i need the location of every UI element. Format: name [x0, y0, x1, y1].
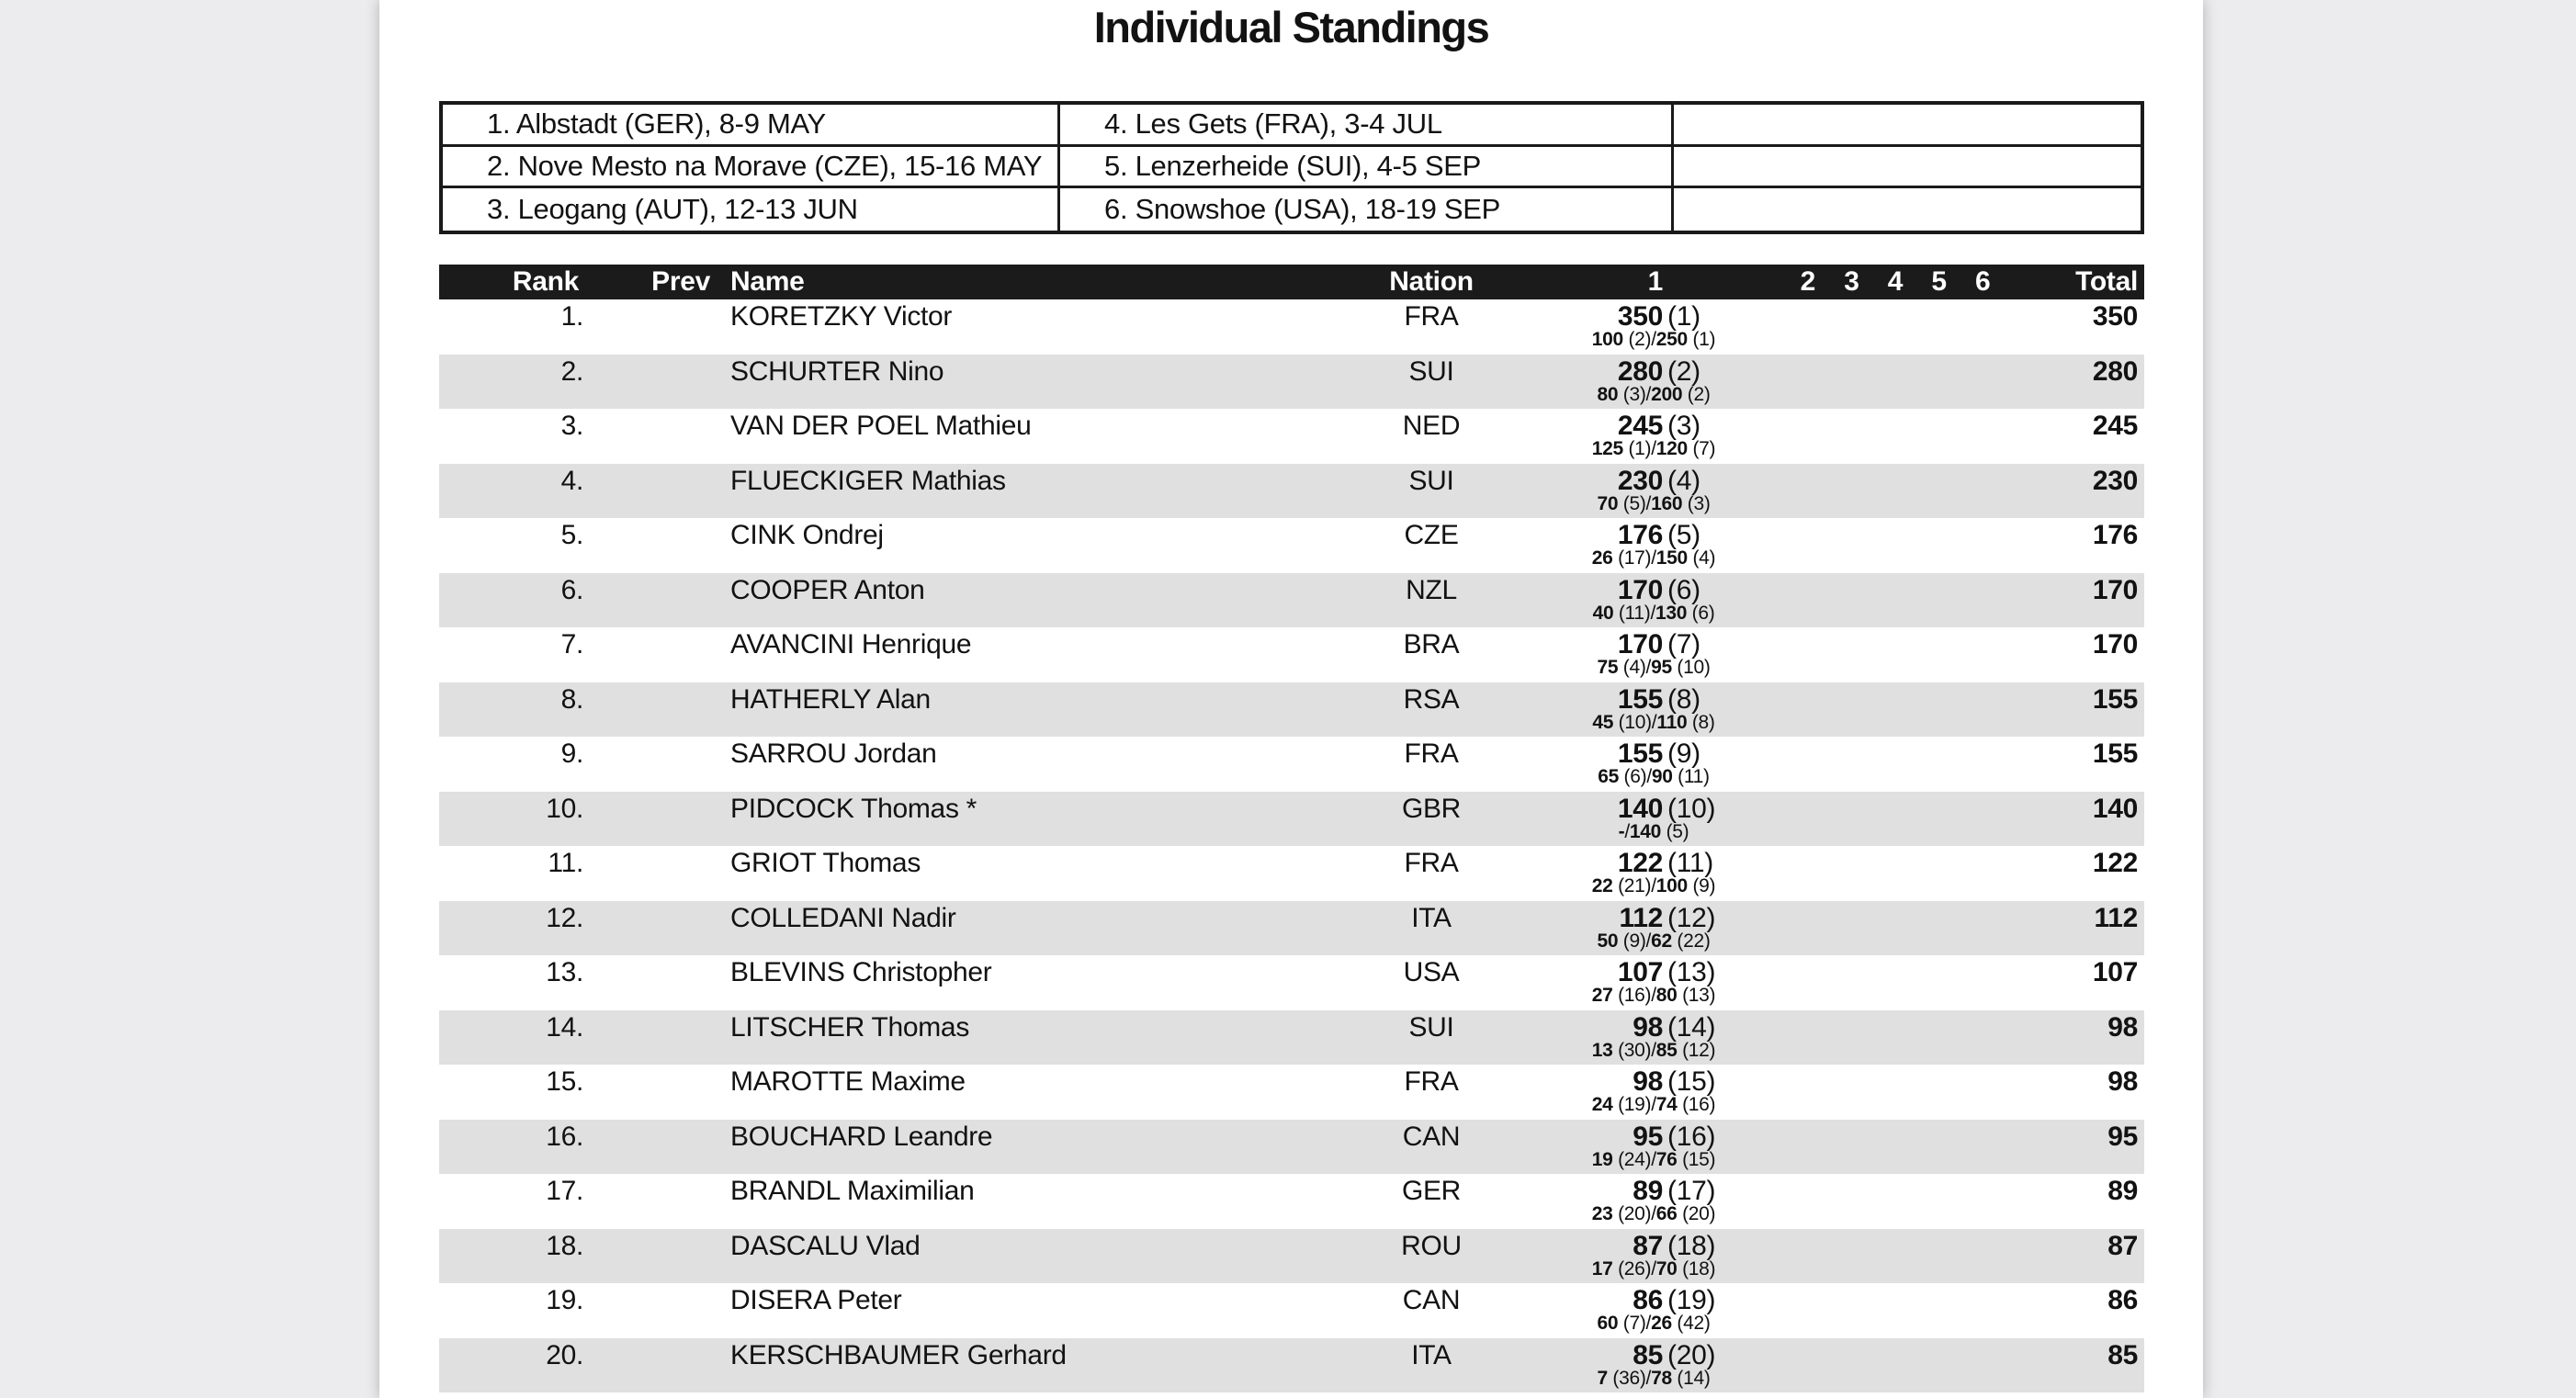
rider-name-cell: MAROTTE Maxime: [730, 1066, 966, 1097]
nation-cell: SUI: [1408, 465, 1454, 496]
nation-cell: FRA: [1404, 1066, 1459, 1097]
total-points-cell: 98: [2107, 1011, 2138, 1043]
rank-cell: 11.: [548, 848, 583, 878]
venue-cell: 1. Albstadt (GER), 8-9 MAY: [443, 105, 1060, 147]
rider-name-cell: GRIOT Thomas: [730, 848, 921, 878]
rank-cell: 6.: [560, 574, 583, 605]
rank-cell: 2.: [560, 355, 583, 387]
points-breakdown-cell: 24 (19)/74 (16): [1591, 1094, 1716, 1115]
total-points-cell: 140: [2092, 793, 2138, 824]
column-header-nation: Nation: [1389, 266, 1474, 297]
nation-cell: USA: [1403, 957, 1460, 987]
rider-name-cell: BRANDL Maximilian: [730, 1176, 975, 1206]
venue-table: [439, 101, 2144, 234]
nation-cell: CZE: [1404, 520, 1459, 550]
total-points-cell: 112: [2094, 902, 2138, 933]
points-breakdown-cell: -/140 (5): [1618, 820, 1689, 842]
column-header-round5: 5: [1931, 266, 1947, 297]
table-row: [439, 1120, 2144, 1175]
column-header-rank: Rank: [512, 266, 579, 297]
page-title: Individual Standings: [1093, 3, 1489, 51]
table-row: [439, 792, 2144, 847]
total-points-cell: 87: [2107, 1230, 2138, 1261]
rider-name-cell: CINK Ondrej: [730, 520, 884, 550]
round1-points-cell: 95 (16): [1633, 1121, 1716, 1152]
table-row: [439, 737, 2144, 792]
rider-name-cell: HATHERLY Alan: [730, 683, 931, 715]
nation-cell: FRA: [1404, 848, 1459, 878]
points-breakdown-cell: 27 (16)/80 (13): [1591, 985, 1716, 1006]
rank-cell: 12.: [546, 902, 583, 933]
round1-points-cell: 350 (1): [1617, 301, 1700, 332]
rank-cell: 17.: [546, 1176, 583, 1206]
rank-cell: 9.: [560, 738, 583, 769]
table-row: [439, 299, 2144, 355]
nation-cell: CAN: [1402, 1285, 1461, 1315]
venue-cell: 6. Snowshoe (USA), 18-19 SEP: [1060, 188, 1674, 231]
table-row: [439, 1338, 2144, 1393]
table-row: [439, 518, 2144, 573]
points-breakdown-cell: 7 (36)/78 (14): [1597, 1367, 1711, 1389]
round1-points-cell: 98 (14): [1633, 1011, 1716, 1043]
rider-name-cell: DASCALU Vlad: [730, 1230, 921, 1261]
points-breakdown-cell: 80 (3)/200 (2): [1597, 383, 1711, 405]
total-points-cell: 107: [2092, 957, 2138, 987]
points-breakdown-cell: 22 (21)/100 (9): [1591, 875, 1716, 896]
total-points-cell: 170: [2092, 574, 2138, 605]
round1-points-cell: 170 (7): [1617, 629, 1700, 660]
round1-points-cell: 280 (2): [1617, 355, 1700, 387]
round1-points-cell: 155 (8): [1617, 683, 1700, 715]
column-header-round4: 4: [1887, 266, 1904, 297]
rider-name-cell: BLEVINS Christopher: [730, 957, 992, 987]
points-breakdown-cell: 17 (26)/70 (18): [1591, 1257, 1716, 1280]
venue-cell-empty: [1674, 105, 2141, 147]
table-row: [439, 1065, 2144, 1120]
rider-name-cell: FLUECKIGER Mathias: [730, 465, 1006, 496]
round1-points-cell: 140 (10): [1617, 793, 1716, 824]
nation-cell: GER: [1401, 1176, 1462, 1206]
round1-points-cell: 230 (4): [1617, 465, 1700, 496]
total-points-cell: 155: [2092, 738, 2138, 769]
table-row: [439, 627, 2144, 682]
points-breakdown-cell: 100 (2)/250 (1): [1591, 329, 1716, 350]
table-row: [439, 1174, 2144, 1229]
column-header-prev: Prev: [651, 266, 710, 297]
rank-cell: 18.: [546, 1230, 583, 1261]
points-breakdown-cell: 50 (9)/62 (22): [1597, 930, 1711, 952]
round1-points-cell: 245 (3): [1617, 411, 1700, 441]
round1-points-cell: 176 (5): [1617, 520, 1700, 550]
rank-cell: 8.: [560, 683, 583, 715]
table-row: [439, 573, 2144, 628]
column-header-name: Name: [730, 266, 805, 297]
total-points-cell: 245: [2092, 411, 2138, 441]
column-header-round2: 2: [1800, 266, 1815, 297]
rank-cell: 3.: [560, 411, 583, 441]
rank-cell: 19.: [546, 1285, 583, 1315]
table-row: [439, 409, 2144, 464]
venue-cell: 2. Nove Mesto na Morave (CZE), 15-16 MAY: [443, 147, 1060, 189]
total-points-cell: 280: [2092, 355, 2138, 387]
venue-cell: 3. Leogang (AUT), 12-13 JUN: [443, 188, 1060, 231]
round1-points-cell: 112 (12): [1619, 902, 1716, 933]
column-header-round3: 3: [1844, 266, 1859, 297]
points-breakdown-cell: 23 (20)/66 (20): [1591, 1203, 1716, 1224]
total-points-cell: 350: [2092, 301, 2138, 332]
nation-cell: ROU: [1401, 1230, 1462, 1261]
rider-name-cell: SARROU Jordan: [730, 738, 937, 769]
rider-name-cell: DISERA Peter: [730, 1285, 902, 1315]
total-points-cell: 85: [2107, 1339, 2138, 1370]
document-page: [379, 0, 2203, 1398]
total-points-cell: 89: [2107, 1176, 2138, 1206]
column-header-round1: 1: [1647, 266, 1663, 297]
nation-cell: SUI: [1408, 1011, 1454, 1043]
column-header-total: Total: [2075, 266, 2138, 297]
total-points-cell: 95: [2107, 1121, 2138, 1152]
round1-points-cell: 107 (13): [1617, 957, 1716, 987]
nation-cell: GBR: [1401, 793, 1462, 824]
total-points-cell: 122: [2092, 848, 2138, 878]
rank-cell: 4.: [560, 465, 583, 496]
round1-points-cell: 89 (17): [1633, 1176, 1716, 1206]
round1-points-cell: 155 (9): [1617, 738, 1700, 769]
points-breakdown-cell: 19 (24)/76 (15): [1591, 1148, 1716, 1170]
rank-cell: 20.: [546, 1339, 583, 1370]
rank-cell: 14.: [546, 1011, 583, 1043]
rider-name-cell: AVANCINI Henrique: [730, 629, 972, 660]
round1-points-cell: 87 (18): [1633, 1230, 1716, 1261]
points-breakdown-cell: 13 (30)/85 (12): [1591, 1039, 1716, 1061]
total-points-cell: 86: [2107, 1285, 2138, 1315]
nation-cell: ITA: [1411, 902, 1452, 933]
points-breakdown-cell: 70 (5)/160 (3): [1597, 492, 1711, 514]
nation-cell: CAN: [1402, 1121, 1461, 1152]
round1-points-cell: 85 (20): [1633, 1339, 1716, 1370]
nation-cell: FRA: [1404, 738, 1459, 769]
nation-cell: NZL: [1406, 574, 1457, 605]
points-breakdown-cell: 125 (1)/120 (7): [1591, 438, 1716, 459]
table-row: [439, 955, 2144, 1010]
rank-cell: 7.: [560, 629, 583, 660]
rank-cell: 1.: [560, 301, 583, 332]
venue-cell-empty: [1674, 147, 2141, 189]
rank-cell: 16.: [546, 1121, 583, 1152]
table-row: [439, 355, 2144, 410]
rider-name-cell: PIDCOCK Thomas *: [730, 793, 977, 824]
points-breakdown-cell: 60 (7)/26 (42): [1597, 1313, 1711, 1334]
nation-cell: FRA: [1404, 301, 1459, 332]
total-points-cell: 176: [2092, 520, 2138, 550]
standings-header: [439, 265, 2144, 299]
rank-cell: 13.: [546, 957, 583, 987]
rider-name-cell: COOPER Anton: [730, 574, 925, 605]
venue-cell: 5. Lenzerheide (SUI), 4-5 SEP: [1060, 147, 1674, 189]
table-row: [439, 846, 2144, 901]
column-header-round6: 6: [1974, 266, 1991, 297]
venue-cell-empty: [1674, 188, 2141, 231]
round1-points-cell: 170 (6): [1617, 574, 1700, 605]
nation-cell: SUI: [1408, 355, 1454, 387]
rider-name-cell: COLLEDANI Nadir: [730, 902, 956, 933]
table-row: [439, 1229, 2144, 1284]
table-row: [439, 1010, 2144, 1065]
total-points-cell: 98: [2107, 1066, 2138, 1097]
rider-name-cell: VAN DER POEL Mathieu: [730, 411, 1032, 441]
nation-cell: RSA: [1403, 683, 1460, 715]
table-row: [439, 1283, 2144, 1338]
rank-cell: 15.: [546, 1066, 583, 1097]
rider-name-cell: KORETZKY Victor: [730, 301, 953, 332]
nation-cell: ITA: [1411, 1339, 1452, 1370]
table-row: [439, 464, 2144, 519]
rider-name-cell: LITSCHER Thomas: [730, 1011, 970, 1043]
nation-cell: NED: [1402, 411, 1461, 441]
rider-name-cell: BOUCHARD Leandre: [730, 1121, 993, 1152]
round1-points-cell: 98 (15): [1633, 1066, 1716, 1097]
points-breakdown-cell: 26 (17)/150 (4): [1591, 547, 1716, 569]
rank-cell: 10.: [546, 793, 583, 824]
round1-points-cell: 122 (11): [1617, 848, 1713, 878]
table-row: [439, 682, 2144, 738]
total-points-cell: 155: [2092, 683, 2138, 715]
nation-cell: BRA: [1403, 629, 1460, 660]
points-breakdown-cell: 65 (6)/90 (11): [1598, 766, 1710, 787]
points-breakdown-cell: 45 (10)/110 (8): [1592, 711, 1715, 733]
rider-name-cell: SCHURTER Nino: [730, 355, 944, 387]
table-row: [439, 901, 2144, 956]
venue-cell: 4. Les Gets (FRA), 3-4 JUL: [1060, 105, 1674, 147]
total-points-cell: 170: [2092, 629, 2138, 660]
points-breakdown-cell: 40 (11)/130 (6): [1592, 602, 1715, 624]
points-breakdown-cell: 75 (4)/95 (10): [1597, 657, 1711, 678]
total-points-cell: 230: [2092, 465, 2138, 496]
round1-points-cell: 86 (19): [1633, 1285, 1716, 1315]
rider-name-cell: KERSCHBAUMER Gerhard: [730, 1339, 1067, 1370]
rank-cell: 5.: [560, 520, 583, 550]
